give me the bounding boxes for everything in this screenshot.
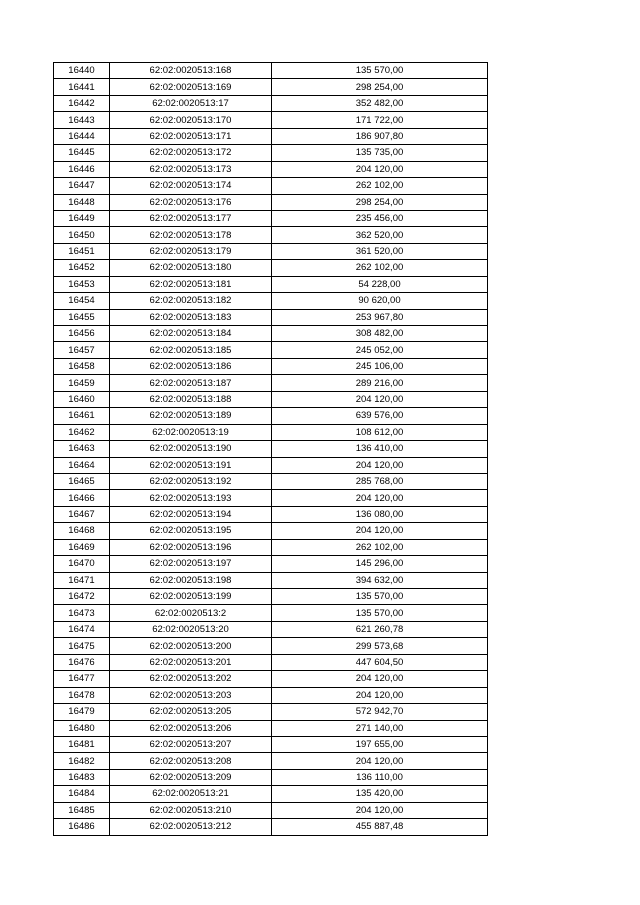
cadastral-value-cell: 145 296,00	[272, 556, 488, 572]
row-number-cell: 16465	[54, 473, 110, 489]
cadastral-value-cell: 455 887,48	[272, 819, 488, 835]
row-number-cell: 16461	[54, 408, 110, 424]
table-row	[54, 506, 488, 522]
cadastral-number-cell: 62:02:0020513:189	[110, 408, 272, 424]
row-number-cell: 16484	[54, 786, 110, 802]
table-row	[54, 391, 488, 407]
table-row	[54, 589, 488, 605]
cadastral-number-cell: 62:02:0020513:177	[110, 210, 272, 226]
cadastral-value-cell: 285 768,00	[272, 473, 488, 489]
cadastral-value-cell: 447 604,50	[272, 654, 488, 670]
row-number-cell: 16466	[54, 490, 110, 506]
cadastral-value-table	[53, 62, 488, 836]
cadastral-number-cell: 62:02:0020513:183	[110, 309, 272, 325]
table-row	[54, 260, 488, 276]
row-number-cell: 16478	[54, 687, 110, 703]
cadastral-number-cell: 62:02:0020513:190	[110, 441, 272, 457]
cadastral-value-cell: 204 120,00	[272, 671, 488, 687]
table-row	[54, 161, 488, 177]
cadastral-value-cell: 135 420,00	[272, 786, 488, 802]
table-row	[54, 441, 488, 457]
table-row	[54, 309, 488, 325]
cadastral-value-cell: 136 410,00	[272, 441, 488, 457]
cadastral-value-cell: 262 102,00	[272, 178, 488, 194]
row-number-cell: 16442	[54, 95, 110, 111]
cadastral-value-cell: 621 260,78	[272, 621, 488, 637]
cadastral-number-cell: 62:02:0020513:201	[110, 654, 272, 670]
cadastral-number-cell: 62:02:0020513:209	[110, 769, 272, 785]
cadastral-value-cell: 171 722,00	[272, 112, 488, 128]
row-number-cell: 16470	[54, 556, 110, 572]
cadastral-number-cell: 62:02:0020513:212	[110, 819, 272, 835]
row-number-cell: 16475	[54, 638, 110, 654]
cadastral-number-cell: 62:02:0020513:169	[110, 79, 272, 95]
row-number-cell: 16474	[54, 621, 110, 637]
row-number-cell: 16452	[54, 260, 110, 276]
table-row	[54, 342, 488, 358]
table-row	[54, 704, 488, 720]
table-row	[54, 194, 488, 210]
cadastral-value-cell: 204 120,00	[272, 161, 488, 177]
cadastral-number-cell: 62:02:0020513:200	[110, 638, 272, 654]
cadastral-value-cell: 186 907,80	[272, 128, 488, 144]
table-row	[54, 654, 488, 670]
row-number-cell: 16472	[54, 589, 110, 605]
cadastral-number-cell: 62:02:0020513:173	[110, 161, 272, 177]
row-number-cell: 16444	[54, 128, 110, 144]
cadastral-value-cell: 298 254,00	[272, 79, 488, 95]
row-number-cell: 16458	[54, 358, 110, 374]
cadastral-value-cell: 204 120,00	[272, 753, 488, 769]
row-number-cell: 16469	[54, 539, 110, 555]
table-row	[54, 671, 488, 687]
table-row	[54, 375, 488, 391]
cadastral-value-cell: 289 216,00	[272, 375, 488, 391]
table-row	[54, 753, 488, 769]
cadastral-value-cell: 197 655,00	[272, 736, 488, 752]
row-number-cell: 16447	[54, 178, 110, 194]
row-number-cell: 16481	[54, 736, 110, 752]
cadastral-number-cell: 62:02:0020513:19	[110, 424, 272, 440]
table-row	[54, 736, 488, 752]
row-number-cell: 16486	[54, 819, 110, 835]
cadastral-value-cell: 262 102,00	[272, 539, 488, 555]
table-row	[54, 572, 488, 588]
table-row	[54, 178, 488, 194]
cadastral-value-cell: 204 120,00	[272, 523, 488, 539]
table-row	[54, 802, 488, 818]
table-row	[54, 145, 488, 161]
cadastral-value-cell: 271 140,00	[272, 720, 488, 736]
cadastral-number-cell: 62:02:0020513:210	[110, 802, 272, 818]
row-number-cell: 16443	[54, 112, 110, 128]
table-row	[54, 523, 488, 539]
cadastral-number-cell: 62:02:0020513:195	[110, 523, 272, 539]
cadastral-number-cell: 62:02:0020513:185	[110, 342, 272, 358]
table-row	[54, 687, 488, 703]
cadastral-value-cell: 135 735,00	[272, 145, 488, 161]
row-number-cell: 16483	[54, 769, 110, 785]
table-row	[54, 556, 488, 572]
table-row	[54, 720, 488, 736]
cadastral-number-cell: 62:02:0020513:17	[110, 95, 272, 111]
cadastral-value-cell: 90 620,00	[272, 293, 488, 309]
row-number-cell: 16449	[54, 210, 110, 226]
table-row	[54, 112, 488, 128]
row-number-cell: 16485	[54, 802, 110, 818]
cadastral-number-cell: 62:02:0020513:199	[110, 589, 272, 605]
cadastral-value-cell: 245 052,00	[272, 342, 488, 358]
cadastral-value-cell: 299 573,68	[272, 638, 488, 654]
cadastral-number-cell: 62:02:0020513:184	[110, 326, 272, 342]
table-row	[54, 358, 488, 374]
cadastral-value-cell: 361 520,00	[272, 243, 488, 259]
cadastral-value-cell: 362 520,00	[272, 227, 488, 243]
row-number-cell: 16446	[54, 161, 110, 177]
cadastral-number-cell: 62:02:0020513:205	[110, 704, 272, 720]
table-row	[54, 539, 488, 555]
cadastral-number-cell: 62:02:0020513:196	[110, 539, 272, 555]
row-number-cell: 16468	[54, 523, 110, 539]
cadastral-value-cell: 235 456,00	[272, 210, 488, 226]
table-row	[54, 424, 488, 440]
cadastral-number-cell: 62:02:0020513:198	[110, 572, 272, 588]
row-number-cell: 16445	[54, 145, 110, 161]
cadastral-number-cell: 62:02:0020513:168	[110, 63, 272, 79]
row-number-cell: 16459	[54, 375, 110, 391]
table-row	[54, 638, 488, 654]
row-number-cell: 16454	[54, 293, 110, 309]
cadastral-number-cell: 62:02:0020513:170	[110, 112, 272, 128]
row-number-cell: 16460	[54, 391, 110, 407]
cadastral-value-cell: 253 967,80	[272, 309, 488, 325]
table-row	[54, 276, 488, 292]
table-row	[54, 95, 488, 111]
cadastral-number-cell: 62:02:0020513:171	[110, 128, 272, 144]
cadastral-value-cell: 245 106,00	[272, 358, 488, 374]
cadastral-number-cell: 62:02:0020513:187	[110, 375, 272, 391]
table-row	[54, 326, 488, 342]
row-number-cell: 16451	[54, 243, 110, 259]
row-number-cell: 16471	[54, 572, 110, 588]
cadastral-value-cell: 54 228,00	[272, 276, 488, 292]
table-row	[54, 293, 488, 309]
table-row	[54, 490, 488, 506]
table-row	[54, 457, 488, 473]
row-number-cell: 16462	[54, 424, 110, 440]
table-row	[54, 63, 488, 79]
row-number-cell: 16479	[54, 704, 110, 720]
row-number-cell: 16463	[54, 441, 110, 457]
cadastral-number-cell: 62:02:0020513:191	[110, 457, 272, 473]
row-number-cell: 16440	[54, 63, 110, 79]
table-row	[54, 473, 488, 489]
table-row	[54, 769, 488, 785]
row-number-cell: 16456	[54, 326, 110, 342]
cadastral-number-cell: 62:02:0020513:180	[110, 260, 272, 276]
row-number-cell: 16477	[54, 671, 110, 687]
row-number-cell: 16476	[54, 654, 110, 670]
row-number-cell: 16448	[54, 194, 110, 210]
table-row	[54, 79, 488, 95]
cadastral-number-cell: 62:02:0020513:20	[110, 621, 272, 637]
table-row	[54, 605, 488, 621]
cadastral-number-cell: 62:02:0020513:176	[110, 194, 272, 210]
cadastral-value-cell: 572 942,70	[272, 704, 488, 720]
row-number-cell: 16482	[54, 753, 110, 769]
table-row	[54, 210, 488, 226]
cadastral-number-cell: 62:02:0020513:174	[110, 178, 272, 194]
cadastral-value-cell: 308 482,00	[272, 326, 488, 342]
row-number-cell: 16441	[54, 79, 110, 95]
cadastral-number-cell: 62:02:0020513:181	[110, 276, 272, 292]
cadastral-value-cell: 135 570,00	[272, 589, 488, 605]
row-number-cell: 16455	[54, 309, 110, 325]
cadastral-number-cell: 62:02:0020513:206	[110, 720, 272, 736]
cadastral-number-cell: 62:02:0020513:208	[110, 753, 272, 769]
cadastral-number-cell: 62:02:0020513:186	[110, 358, 272, 374]
cadastral-value-cell: 204 120,00	[272, 687, 488, 703]
table-row	[54, 128, 488, 144]
cadastral-number-cell: 62:02:0020513:193	[110, 490, 272, 506]
table-row	[54, 621, 488, 637]
cadastral-value-cell: 204 120,00	[272, 391, 488, 407]
cadastral-number-cell: 62:02:0020513:203	[110, 687, 272, 703]
cadastral-number-cell: 62:02:0020513:194	[110, 506, 272, 522]
cadastral-value-cell: 394 632,00	[272, 572, 488, 588]
cadastral-value-cell: 204 120,00	[272, 802, 488, 818]
table-row	[54, 819, 488, 835]
row-number-cell: 16457	[54, 342, 110, 358]
cadastral-value-cell: 262 102,00	[272, 260, 488, 276]
table-body	[54, 63, 488, 836]
cadastral-value-cell: 204 120,00	[272, 457, 488, 473]
row-number-cell: 16464	[54, 457, 110, 473]
table-row	[54, 408, 488, 424]
cadastral-number-cell: 62:02:0020513:2	[110, 605, 272, 621]
cadastral-value-cell: 108 612,00	[272, 424, 488, 440]
cadastral-number-cell: 62:02:0020513:182	[110, 293, 272, 309]
row-number-cell: 16480	[54, 720, 110, 736]
cadastral-value-cell: 136 080,00	[272, 506, 488, 522]
cadastral-number-cell: 62:02:0020513:21	[110, 786, 272, 802]
cadastral-value-cell: 135 570,00	[272, 605, 488, 621]
cadastral-value-cell: 204 120,00	[272, 490, 488, 506]
cadastral-number-cell: 62:02:0020513:179	[110, 243, 272, 259]
cadastral-number-cell: 62:02:0020513:178	[110, 227, 272, 243]
cadastral-number-cell: 62:02:0020513:188	[110, 391, 272, 407]
table-row	[54, 227, 488, 243]
row-number-cell: 16467	[54, 506, 110, 522]
cadastral-value-cell: 136 110,00	[272, 769, 488, 785]
table-row	[54, 786, 488, 802]
cadastral-number-cell: 62:02:0020513:172	[110, 145, 272, 161]
cadastral-value-cell: 639 576,00	[272, 408, 488, 424]
table-row	[54, 243, 488, 259]
row-number-cell: 16453	[54, 276, 110, 292]
cadastral-number-cell: 62:02:0020513:192	[110, 473, 272, 489]
cadastral-number-cell: 62:02:0020513:202	[110, 671, 272, 687]
cadastral-number-cell: 62:02:0020513:197	[110, 556, 272, 572]
cadastral-number-cell: 62:02:0020513:207	[110, 736, 272, 752]
cadastral-value-cell: 135 570,00	[272, 63, 488, 79]
row-number-cell: 16473	[54, 605, 110, 621]
cadastral-value-cell: 352 482,00	[272, 95, 488, 111]
row-number-cell: 16450	[54, 227, 110, 243]
cadastral-value-cell: 298 254,00	[272, 194, 488, 210]
